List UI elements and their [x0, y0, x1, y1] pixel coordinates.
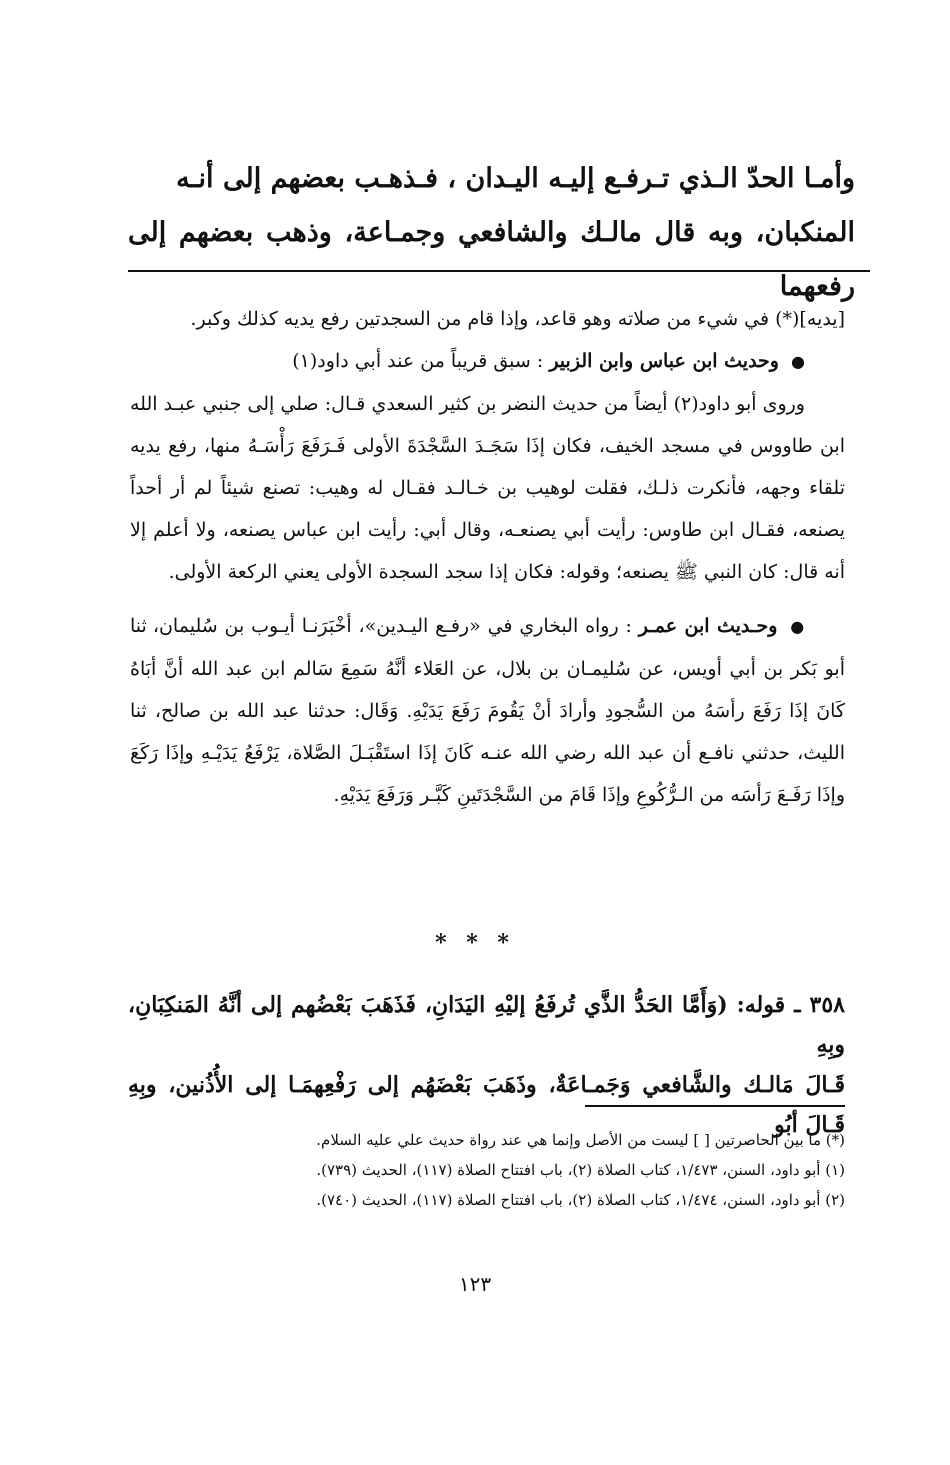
hadith-text: : سبق قريباً من عند أبي داود(١) [292, 350, 544, 372]
footnote: (*) ما بين الحاصرتين [ ] ليست من الأصل وإنما هي عند رواة حديث علي عليه السلام. [316, 1131, 845, 1149]
body-line: سُليمان، ثنا أبو بَكر بن أبي أويس، عن سُليمـان بن بلال، عن العَلاء أنَّهُ سَمِعَ سَالم [130, 615, 845, 680]
hadith-heading: وحديث ابن عباس وابن الزبير [549, 350, 779, 372]
body-line: ابن عبد الله أنَّ أبَاهُ كَانَ إذَا رَفَعَ رأسَهُ من السُّجودِ وأرادَ أنْ يَقُومَ رَفَعَ يَدَيْهِ. وَقَال: حدثنا [130, 658, 845, 722]
footnote-divider [585, 1105, 845, 1107]
body-line: منها، رفع يديه تلقاء وجهه، فأنكرت ذلـك، فقلت لوهيب بن خـالـد فقـال له وهيب: [130, 435, 845, 499]
body-line: وروى أبو داود(٢) أيضاً من حديث النضر بن كثير السعدي قـال: صلي إلى جنبي [202, 393, 805, 415]
hadith-heading: وحـديث ابن عمـر [638, 615, 778, 637]
body-line: الصَّلاة، يَرْفَعُ يَدَيْـهِ وإذَا رَكَعَ وإذَا رَفَـعَ رَأسَه من الـرُّكُوعِ وإذَا قَامَ من السَّجْدَتَينِ كَبَّـر [130, 742, 845, 806]
body-line: السجدة الأولى يعني الركعة الأولى. [168, 561, 439, 583]
body-line: عبـد الله ابن طاووس في مسجد الخيف، فكان إذَا سَجَـدَ السَّجْدَةَ الأولى فَـرَفَعَ رَأْسَـهُ [130, 393, 845, 457]
sharh-block [128, 985, 845, 1145]
paragraph-hadith-ibn-umar [130, 605, 845, 816]
bullet-icon: ● [790, 617, 805, 636]
page-number: ١٢٣ [458, 1272, 492, 1296]
body-line: ابن عباس يصنعه، ولا أعلم إلا أنه قال: كان النبي ﷺ يصنعه؛ وقوله: فكان إذا سجد [130, 519, 845, 583]
hadith-text: : رواه البخاري في «رفـع اليـدين»، أخْبَرَنـا أيـوب بن [224, 615, 632, 637]
footnote: (٢) أبو داود، السنن، ١/٤٧٤، كتاب الصلاة (٢)، باب افتتاح الصلاة (١١٧)، الحديث (٧٤٠). [316, 1191, 845, 1209]
sharh-line: قَـالَ مَالـك والشَّافعي وَجَمـاعَةٌ، وذَهَبَ بَعْضَهُم إلى رَفْعِهمَـا إلى الأُذُنين، وبِهِ قَـالَ أبُو [128, 1072, 845, 1138]
section-separator: * * * [435, 930, 515, 956]
body-line: وَرَفَعَ يَدَيْهِ. [333, 784, 414, 806]
matn-line: المنكبان، وبه قال مالـك والشافعي وجمـاعة، وذهب بعضهم إلى رفعهما [128, 217, 855, 302]
bullet-icon: ● [791, 352, 805, 371]
paragraph-hadith-ibn-abbas [130, 340, 845, 383]
matn-block [128, 152, 855, 314]
footnotes [160, 1125, 845, 1215]
body-line: تصنع شيئاً لم أر أحداً يصنعه، فقـال ابن طاوس: رأيت أبي يصنعـه، وقال أبي: رأيت [130, 477, 845, 541]
matn-divider [128, 270, 870, 272]
matn-line: وأمـا الحدّ الـذي تـرفـع إليـه اليـدان ، فـذهـب بعضهم إلى أنـه [176, 163, 855, 194]
paragraph-continuation [130, 298, 845, 340]
body-line: عبد الله بن صالح، ثنا الليث، حدثني نافـع أن عبد الله رضي الله عنـه كَانَ إذَا استَقْبَـلَ [130, 700, 846, 764]
commentary-body [130, 298, 845, 816]
body-line: [يديه](*) في شيء من صلاته وهو قاعد، وإذا قام من السجدتين رفع يديه كذلك وكبر. [190, 308, 845, 330]
footnote: (١) أبو داود، السنن، ١/٤٧٣، كتاب الصلاة (٢)، باب افتتاح الصلاة (١١٧)، الحديث (٧٣٩). [316, 1161, 845, 1179]
paragraph-abu-dawud [130, 383, 845, 593]
sharh-line: ٣٥٨ ـ قوله: (وَأَمَّا الحَدُّ الذَّي تُرفَعُ إليْهِ اليَدَانِ، فَذَهَبَ بَعْضُهم إلى أنَّهُ المَنكِبَانِ، وبِهِ [128, 992, 845, 1058]
